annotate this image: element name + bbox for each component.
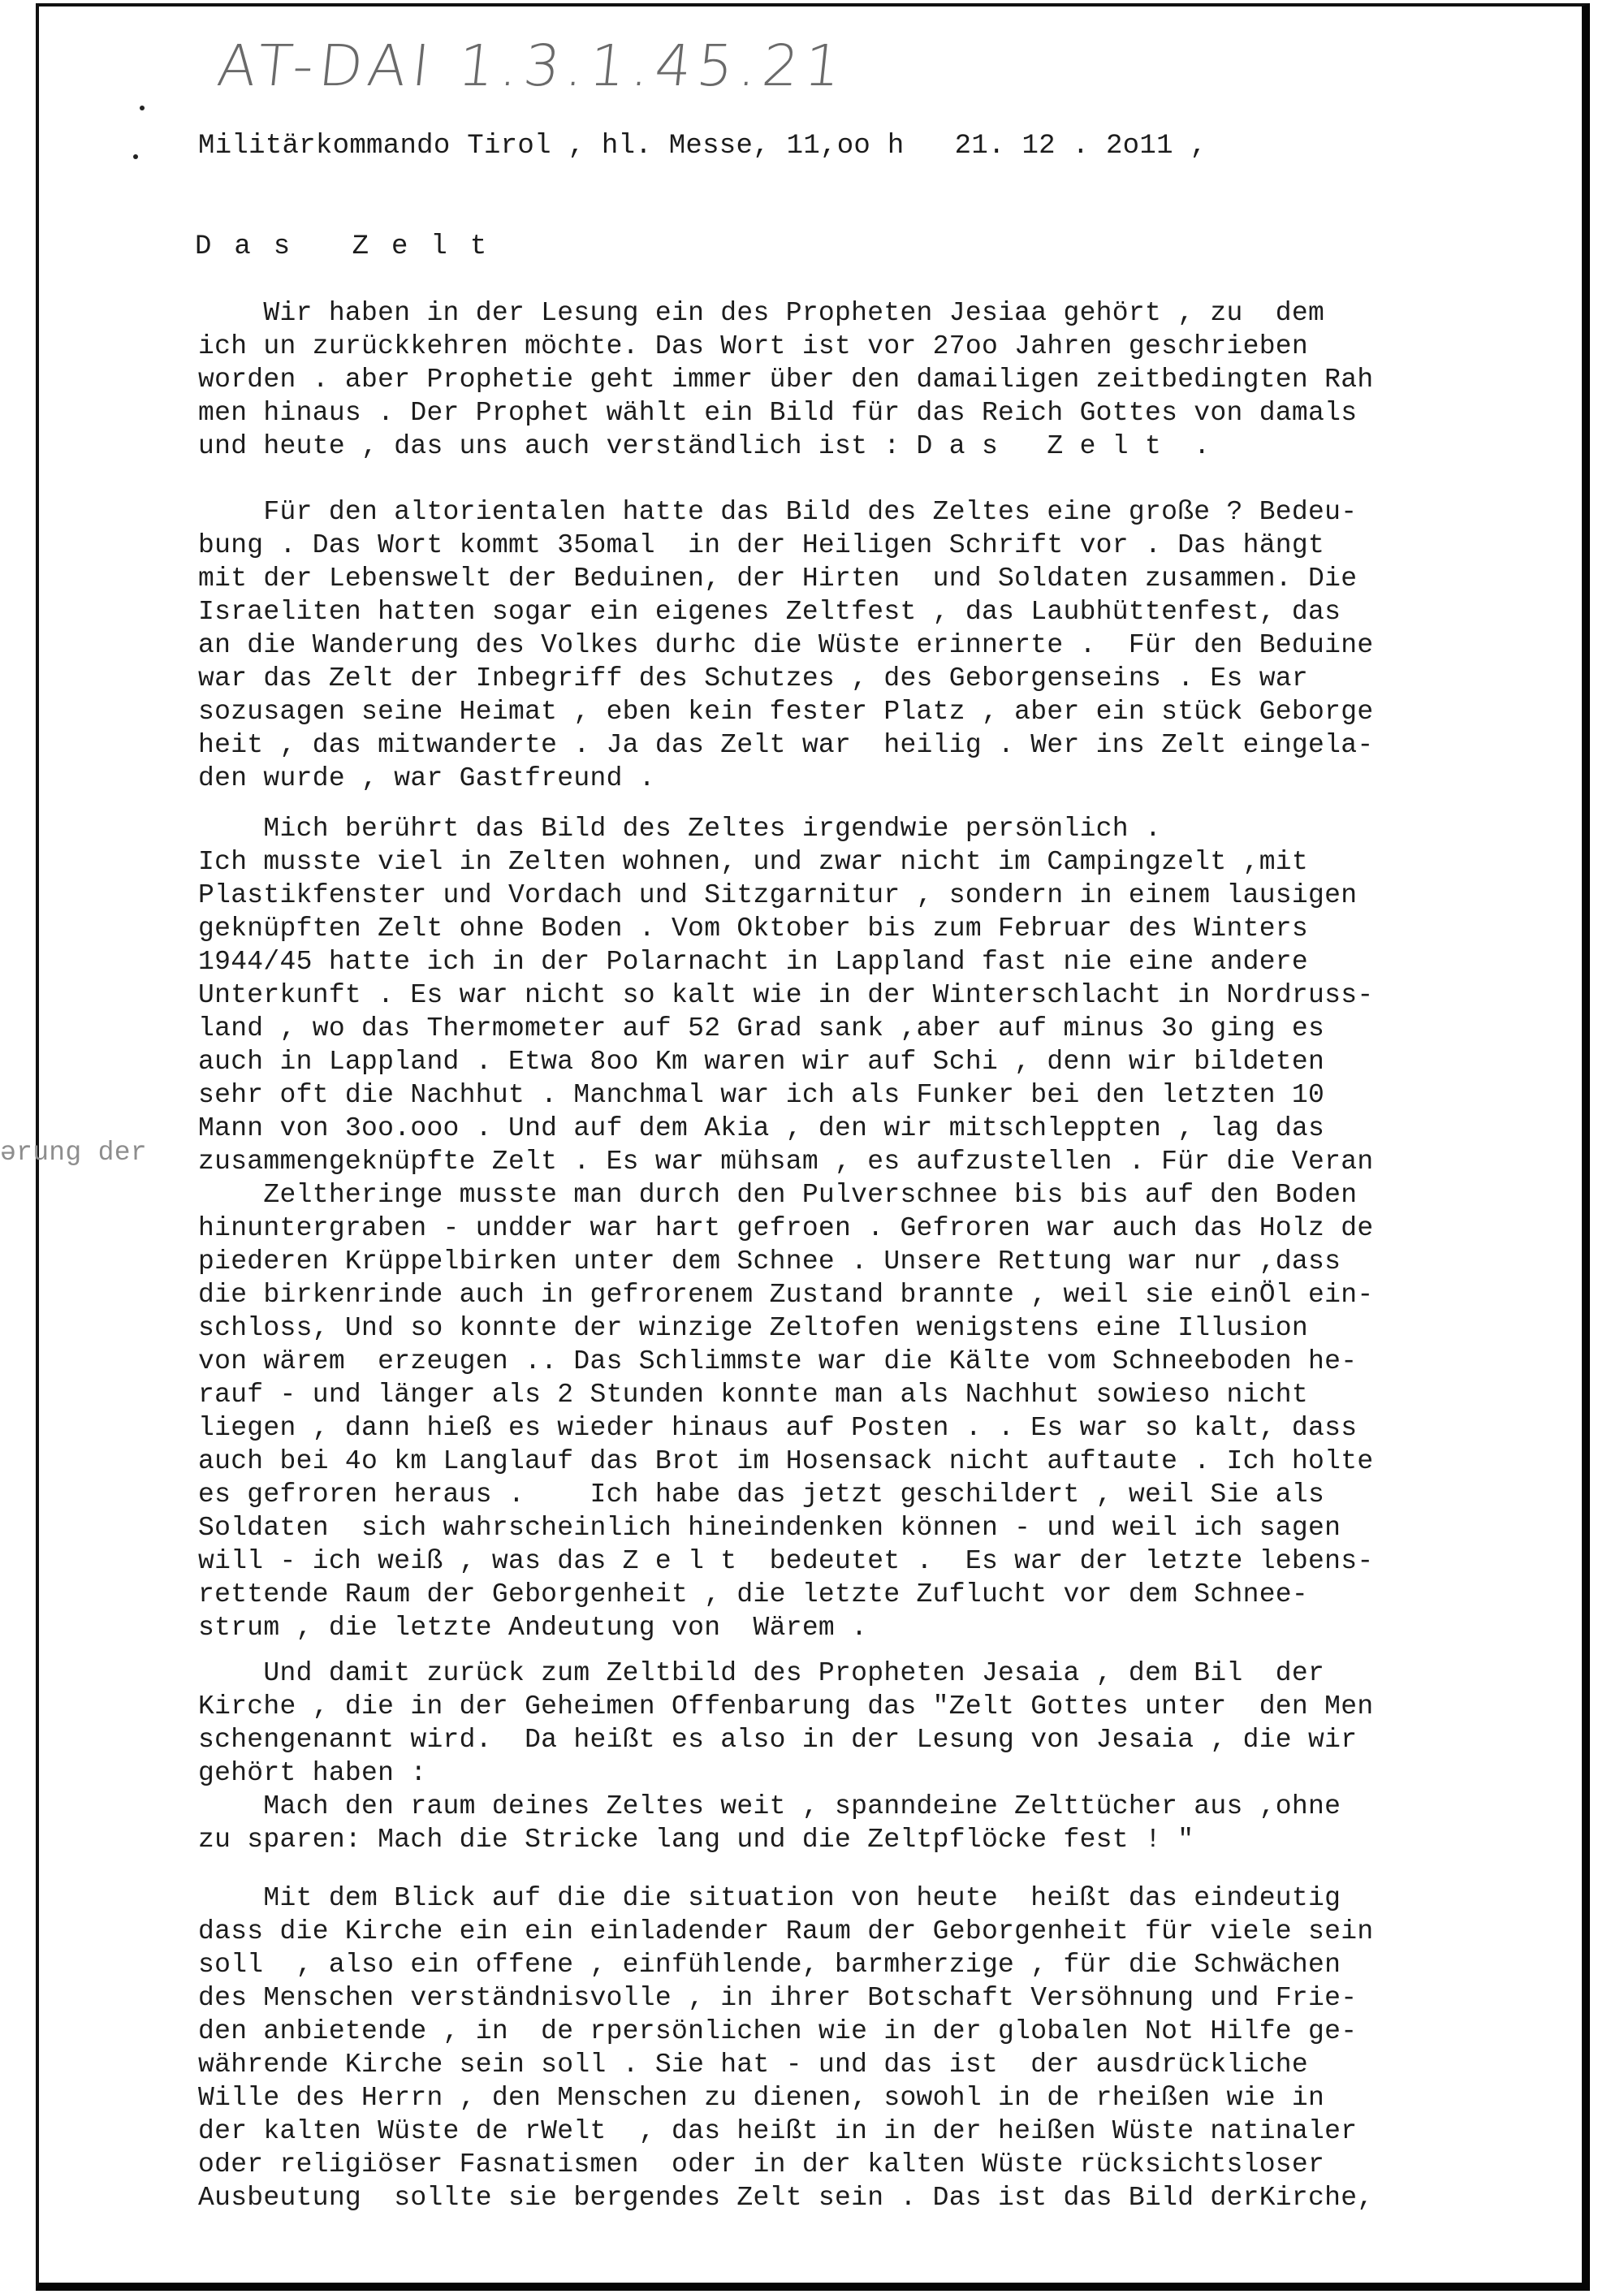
paragraph — [198, 296, 1373, 463]
text-line: mit der Lebenswelt der Beduinen, der Hirten und Soldaten zusammen. Die — [198, 564, 1358, 594]
text-line: Wir haben in der Lesung ein des Propheten Jesiaa gehört , zu dem — [198, 298, 1325, 328]
punch-mark — [140, 106, 145, 110]
paragraph — [198, 812, 1373, 1644]
text-line: Mann von 3oo.ooo . Und auf dem Akia , den wir mitschleppten , lag das — [198, 1113, 1325, 1143]
text-line: ich un zurückkehren möchte. Das Wort ist vor 27oo Jahren geschrieben — [198, 331, 1309, 361]
text-line: Plastikfenster und Vordach und Sitzgarnitur , sondern in einem lausigen — [198, 880, 1358, 910]
text-line: Kirche , die in der Geheimen Offenbarung das "Zelt Gottes unter den Men — [198, 1691, 1374, 1722]
punch-mark — [133, 154, 138, 159]
text-line: Soldaten sich wahrscheinlich hineindenken können - und weil ich sagen — [198, 1513, 1341, 1543]
text-line: geknüpften Zelt ohne Boden . Vom Oktober bis zum Februar des Winters — [198, 914, 1309, 944]
text-line: die birkenrinde auch in gefrorenem Zustand brannte , weil sie einÖl ein- — [198, 1280, 1374, 1310]
text-line: rettende Raum der Geborgenheit , die letzte Zuflucht vor dem Schnee- — [198, 1579, 1309, 1609]
text-line: piederen Krüppelbirken unter dem Schnee . Unsere Rettung war nur ,dass — [198, 1246, 1341, 1277]
text-line: bung . Das Wort kommt 35omal in der Heiligen Schrift vor . Das hängt — [198, 530, 1325, 560]
text-line: rauf - und länger als 2 Stunden konnte man als Nachhut sowieso nicht — [198, 1380, 1309, 1410]
text-line: an die Wanderung des Volkes durhc die Wüste erinnerte . Für den Beduine — [198, 630, 1374, 660]
text-line: heit , das mitwanderte . Ja das Zelt war heilig . Wer ins Zelt eingela- — [198, 730, 1374, 760]
text-line: sehr oft die Nachhut . Manchmal war ich als Funker bei den letzten 10 — [198, 1080, 1325, 1110]
text-line: Wille des Herrn , den Menschen zu dienen, sowohl in de rheißen wie in — [198, 2083, 1325, 2113]
paragraph — [198, 495, 1373, 795]
text-line: der kalten Wüste de rWelt , das heißt in in der heißen Wüste natinaler — [198, 2116, 1358, 2146]
text-line: zusammengeknüpfte Zelt . Es war mühsam , es aufzustellen . Für die Veran — [198, 1147, 1374, 1177]
paragraph — [198, 1881, 1373, 2214]
text-line: will - ich weiß , was das Z e l t bedeutet . Es war der letzte lebens- — [198, 1546, 1374, 1576]
text-line: Mit dem Blick auf die die situation von heute heißt das eindeutig — [198, 1883, 1341, 1913]
text-line: den wurde , war Gastfreund . — [198, 763, 655, 793]
margin-fragment: ərung der — [0, 1138, 147, 1168]
text-line: auch bei 4o km Langlauf das Brot im Hosensack nicht auftaute . Ich holte — [198, 1446, 1374, 1476]
text-line: auch in Lappland . Etwa 8oo Km waren wir auf Schi , denn wir bildeten — [198, 1047, 1325, 1077]
text-line: dass die Kirche ein ein einladender Raum der Geborgenheit für viele sein — [198, 1916, 1374, 1946]
text-line: von wärem erzeugen .. Das Schlimmste war die Kälte vom Schneeboden he- — [198, 1346, 1358, 1376]
text-line: war das Zelt der Inbegriff des Schutzes , des Geborgenseins . Es war — [198, 663, 1309, 693]
text-line: Israeliten hatten sogar ein eigenes Zeltfest , das Laubhüttenfest, das — [198, 597, 1341, 627]
document-title: Das Zelt — [195, 231, 510, 262]
text-line: Für den altorientalen hatte das Bild des Zeltes eine große ? Bedeu- — [198, 497, 1358, 527]
text-line: schengenannt wird. Da heißt es also in der Lesung von Jesaia , die wir — [198, 1725, 1358, 1755]
text-line: Und damit zurück zum Zeltbild des Propheten Jesaia , dem Bil der — [198, 1658, 1325, 1688]
text-line: Mich berührt das Bild des Zeltes irgendwie persönlich . — [198, 814, 1162, 844]
text-line: gehört haben : — [198, 1758, 427, 1788]
text-line: sozusagen seine Heimat , eben kein fester Platz , aber ein stück Geborge — [198, 697, 1374, 727]
text-line: Ich musste viel in Zelten wohnen, und zwar nicht im Campingzelt ,mit — [198, 847, 1309, 877]
text-line: soll , also ein offene , einfühlende, barmherzige , für die Schwächen — [198, 1950, 1341, 1980]
text-line: und heute , das uns auch verständlich ist : D a s Z e l t . — [198, 431, 1211, 461]
text-line: den anbietende , in de rpersönlichen wie in der globalen Not Hilfe ge- — [198, 2016, 1358, 2046]
text-line: des Menschen verständnisvolle , in ihrer Botschaft Versöhnung und Frie- — [198, 1983, 1358, 2013]
text-line: schloss, Und so konnte der winzige Zeltofen wenigstens eine Illusion — [198, 1313, 1309, 1343]
text-line: zu sparen: Mach die Stricke lang und die Zeltpflöcke fest ! " — [198, 1825, 1194, 1855]
text-line: Mach den raum deines Zeltes weit , spanndeine Zelttücher aus ,ohne — [198, 1791, 1341, 1821]
text-line: strum , die letzte Andeutung von Wärem . — [198, 1613, 868, 1643]
text-line: liegen , dann hieß es wieder hinaus auf Posten . . Es war so kalt, dass — [198, 1413, 1358, 1443]
text-line: währende Kirche sein soll . Sie hat - und das ist der ausdrückliche — [198, 2050, 1309, 2080]
text-line: oder religiöser Fasnatismen oder in der kalten Wüste rücksichtsloser — [198, 2149, 1325, 2180]
text-line: 1944/45 hatte ich in der Polarnacht in Lappland fast nie eine andere — [198, 947, 1309, 977]
text-line: men hinaus . Der Prophet wählt ein Bild für das Reich Gottes von damals — [198, 398, 1358, 428]
text-line: worden . aber Prophetie geht immer über den damailigen zeitbedingten Rah — [198, 365, 1374, 395]
archive-number-handwritten: AT-DAI 1.3.1.45.21 — [214, 32, 850, 99]
text-line: hinuntergraben - undder war hart gefroen . Gefroren war auch das Holz de — [198, 1213, 1374, 1243]
text-line: Zeltheringe musste man durch den Pulverschnee bis bis auf den Boden — [198, 1180, 1358, 1210]
text-line: Unterkunft . Es war nicht so kalt wie in der Winterschlacht in Nordruss- — [198, 980, 1374, 1010]
text-line: Ausbeutung sollte sie bergendes Zelt sein . Das ist das Bild derKirche, — [198, 2183, 1374, 2213]
text-line: es gefroren heraus . Ich habe das jetzt geschildert , weil Sie als — [198, 1480, 1325, 1510]
text-line: land , wo das Thermometer auf 52 Grad sank ,aber auf minus 3o ging es — [198, 1013, 1325, 1043]
document-header: Militärkommando Tirol , hl. Messe, 11,oo h 21. 12 . 2o11 , — [198, 131, 1207, 162]
paragraph — [198, 1657, 1373, 1856]
